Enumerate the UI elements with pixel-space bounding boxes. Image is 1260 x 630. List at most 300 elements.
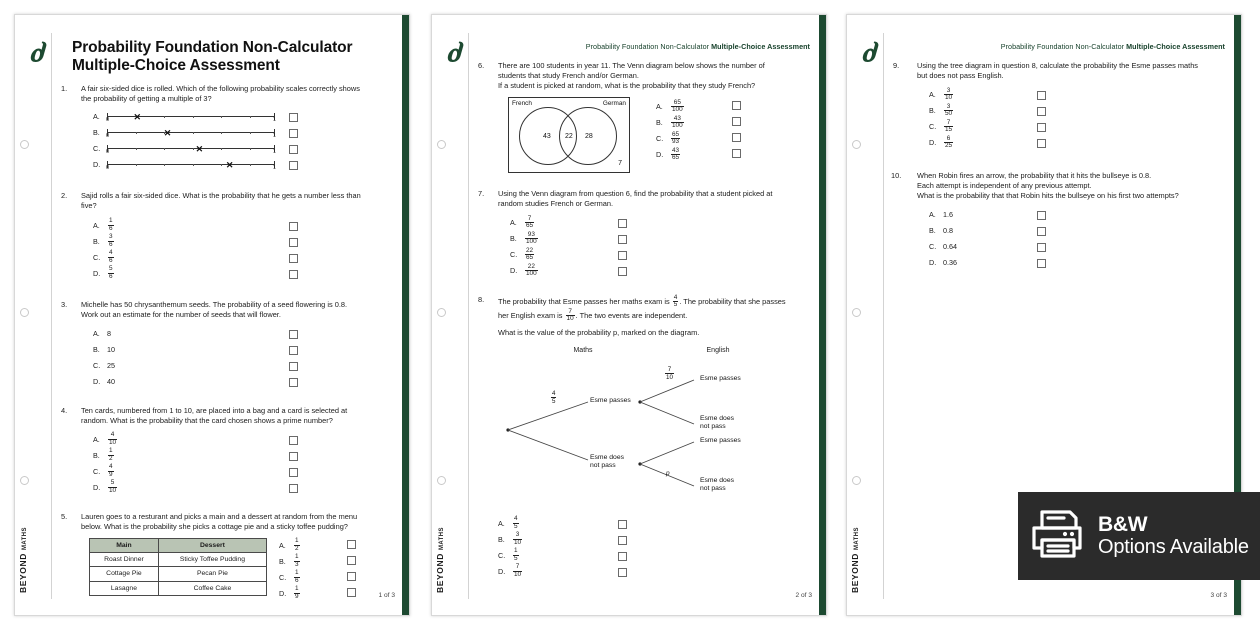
option-fraction: $\frac{1}{2}$ [109, 447, 113, 462]
margin-rule [468, 33, 469, 599]
question-3-line-2: Work out an estimate for the number of seeds that will flower. [81, 309, 281, 319]
page-spine-inner [400, 15, 402, 615]
option-label: C. [929, 242, 937, 252]
page-title-line-2: Multiple-Choice Assessment [72, 57, 280, 75]
question-2-line-2: five? [81, 201, 97, 211]
venn-label-german: German [602, 100, 626, 108]
option-label: D. [279, 588, 287, 598]
probability-scale-a [107, 110, 275, 124]
question-4-line-2: random. What is the probability that the card chosen shows a prime number? [81, 415, 333, 425]
question-3-checkbox-column [289, 330, 299, 394]
table-cell: Lasagne [90, 581, 159, 595]
question-3-option-d[interactable] [81, 374, 399, 390]
scale-max-label: 1 [272, 165, 276, 172]
question-8-checkbox-b[interactable] [618, 536, 627, 545]
question-8-option-d[interactable] [498, 564, 816, 580]
option-fraction: $\frac{5}{6}$ [109, 265, 113, 280]
beyond-b-logo-icon: ძ [447, 39, 463, 68]
option-fraction: $\frac{1}{2}$ [295, 537, 299, 552]
question-4-line-1: Ten cards, numbered from 1 to 10, are placed into a bag and a card is selected at [81, 405, 348, 415]
option-value: 8 [107, 328, 111, 338]
option-fraction: $\frac{7}{10}$ [514, 563, 522, 578]
question-9-checkbox-b[interactable] [1037, 107, 1046, 116]
question-7-checkbox-b[interactable] [618, 235, 627, 244]
venn-count-french-only: 43 [543, 133, 551, 141]
table-header-main: Main [90, 538, 159, 552]
question-3-option-c[interactable] [81, 358, 399, 374]
question-7-checkbox-c[interactable] [618, 251, 627, 260]
question-9-checkbox-a[interactable] [1037, 91, 1046, 100]
question-10-number: 10. [891, 171, 902, 181]
option-value: 0.8 [943, 226, 953, 236]
option-label: C. [93, 466, 101, 476]
option-label: C. [929, 122, 937, 132]
q8-line2-a: her English exam is [498, 310, 565, 320]
bw-badge-text [1098, 514, 1249, 557]
option-label: A. [279, 540, 286, 550]
q8-fraction-maths: $\frac{4}{5}$ [673, 293, 678, 309]
question-2-checkbox-column [289, 222, 299, 286]
option-label: C. [498, 550, 506, 560]
question-9-checkbox-c[interactable] [1037, 123, 1046, 132]
scale-x-marker: ✕ [225, 159, 234, 170]
question-9-line-2: but does not pass English. [917, 71, 1004, 81]
question-3-stem [81, 300, 399, 320]
option-value: 10 [107, 344, 115, 354]
option-fraction: $\frac{7}{15}$ [945, 118, 953, 134]
page-spine [402, 15, 409, 615]
question-6-option-b[interactable] [656, 115, 685, 131]
question-6-checkbox-b[interactable] [732, 117, 741, 126]
table-header-row [90, 538, 267, 552]
question-7 [476, 189, 816, 279]
question-10-checkbox-d[interactable] [1037, 259, 1046, 268]
question-7-checkbox-d[interactable] [618, 267, 627, 276]
option-value: 40 [107, 376, 115, 386]
question-8-checkbox-c[interactable] [618, 552, 627, 561]
question-1 [59, 84, 399, 173]
question-7-options [498, 215, 816, 279]
question-7-option-d[interactable] [498, 263, 816, 279]
question-1-option-c[interactable] [93, 141, 399, 157]
option-fraction: $\frac{22}{100}$ [526, 262, 537, 278]
question-3-checkbox-b[interactable] [289, 346, 298, 355]
question-4-option-a[interactable] [81, 432, 399, 448]
question-3-options [81, 326, 399, 390]
page-1-footer: 1 of 3 [378, 592, 395, 599]
running-head-bold: Multiple-Choice Assessment [1126, 42, 1225, 51]
question-1-line-1: A fair six-sided dice is rolled. Which of the following probability scales correctly shows [81, 84, 360, 94]
page-1[interactable] [14, 14, 410, 616]
q8-line1-b: . The probability that she passes [679, 297, 786, 307]
question-9-option-d[interactable] [917, 135, 1231, 151]
beyond-b-logo-icon: ძ [862, 39, 878, 68]
question-5 [59, 512, 399, 602]
question-7-option-b[interactable] [498, 231, 816, 247]
option-label: C. [656, 134, 664, 144]
option-fraction: $\frac{22}{65}$ [526, 246, 534, 262]
tree-prob-p: p [666, 469, 670, 477]
question-1-checkbox-c[interactable] [289, 145, 298, 154]
tree-header-english: English [706, 347, 730, 354]
tree-node-english-pass-2: Esme passes [700, 436, 741, 444]
table-cell: Cottage Pie [90, 567, 159, 581]
question-7-option-a[interactable] [498, 215, 816, 231]
table-cell: Coffee Cake [158, 581, 266, 595]
binder-hole-icon [437, 476, 446, 485]
question-2-option-a[interactable] [81, 218, 399, 234]
table-cell: Sticky Toffee Pudding [158, 553, 266, 567]
option-label: B. [656, 118, 663, 128]
option-label: B. [93, 450, 100, 460]
question-8-checkbox-a[interactable] [618, 520, 627, 529]
question-8-option-c[interactable] [498, 548, 816, 564]
option-fraction: $\frac{1}{3}$ [295, 553, 299, 568]
option-fraction: $\frac{1}{9}$ [295, 585, 299, 600]
question-2-option-b[interactable] [81, 234, 399, 250]
question-1-option-a[interactable] [93, 109, 399, 125]
scale-x-marker: ✕ [133, 111, 142, 122]
question-6-checkbox-column [732, 101, 742, 165]
question-2-option-d[interactable] [81, 266, 399, 282]
question-4-checkbox-c[interactable] [289, 468, 298, 477]
scale-x-marker: ✕ [195, 143, 204, 154]
question-2-line-1: Sajid rolls a fair six-sided dice. What is the probability that he gets a number less than [81, 191, 361, 201]
option-value: 1.6 [943, 210, 953, 220]
question-8-checkbox-d[interactable] [618, 568, 627, 577]
margin-rule [51, 33, 52, 599]
question-7-number: 7. [478, 189, 485, 199]
tree-column-headers [498, 346, 816, 356]
option-fraction: $\frac{1}{5}$ [514, 547, 518, 562]
option-fraction: $\frac{3}{6}$ [109, 233, 113, 248]
question-1-checkbox-a[interactable] [289, 113, 298, 122]
question-4-checkbox-d[interactable] [289, 484, 298, 493]
question-4-option-b[interactable] [81, 448, 399, 464]
venn-count-german-only: 28 [585, 133, 593, 141]
question-6-checkbox-c[interactable] [732, 133, 741, 142]
option-label: C. [93, 252, 101, 262]
question-7-option-c[interactable] [498, 247, 816, 263]
question-3-checkbox-d[interactable] [289, 378, 298, 387]
question-2-stem [81, 191, 399, 211]
option-fraction: $\frac{5}{10}$ [109, 479, 117, 494]
question-2-options [81, 218, 399, 282]
question-9-stem [917, 61, 1231, 81]
question-1-checkbox-column [289, 113, 299, 177]
option-label: D. [93, 160, 101, 170]
q8-line2-b: . The two events are independent. [575, 310, 688, 320]
question-1-stem [81, 84, 399, 104]
question-8-stem [498, 295, 816, 338]
scale-min-label: 0 [106, 165, 110, 172]
tree-branches [498, 358, 827, 518]
option-fraction: $\frac{65}{100}$ [672, 98, 683, 114]
brand-vertical [435, 527, 445, 593]
page-3-footer: 3 of 3 [1210, 592, 1227, 599]
scale-max-label: 1 [272, 133, 276, 140]
running-head-prefix: Probability Foundation Non-Calculator [585, 42, 712, 51]
probability-scale-c [107, 142, 275, 156]
option-label: A. [656, 102, 663, 112]
question-5-number: 5. [61, 511, 68, 521]
tree-node-english-pass-1: Esme passes [700, 374, 741, 382]
question-7-checkbox-a[interactable] [618, 219, 627, 228]
option-label: B. [93, 128, 100, 138]
option-label: D. [929, 138, 937, 148]
option-fraction: $\frac{4}{6}$ [109, 249, 113, 264]
question-1-option-b[interactable] [93, 125, 399, 141]
brand-vertical [850, 527, 860, 593]
question-9-options [917, 87, 1231, 151]
option-label: B. [93, 236, 100, 246]
venn-count-outside: 7 [618, 159, 622, 167]
question-8-line-1 [498, 295, 816, 309]
page-2[interactable] [431, 14, 827, 616]
question-7-checkbox-column [618, 219, 628, 283]
question-6-line-3: If a student is picked at random, what is the probability that they study French? [498, 81, 756, 91]
running-head-bold: Multiple-Choice Assessment [711, 42, 810, 51]
question-1-option-d[interactable] [93, 157, 399, 173]
question-10-line-3: What is the probability that that Robin hits the bullseye on his first two attempts? [917, 191, 1179, 201]
option-label: C. [510, 250, 518, 260]
table-cell: Roast Dinner [90, 553, 159, 567]
question-1-options [81, 109, 399, 173]
option-label: A. [498, 518, 505, 528]
question-10-option-c[interactable] [917, 239, 1231, 255]
venn-diagram [508, 97, 630, 173]
question-8-line-2 [498, 309, 816, 323]
question-6-checkbox-a[interactable] [732, 101, 741, 110]
option-fraction: $\frac{7}{65}$ [526, 214, 534, 230]
option-label: D. [93, 376, 101, 386]
question-10-options [917, 207, 1231, 271]
question-6-option-c[interactable] [656, 131, 685, 147]
question-6-line-2: students that study French and/or German. [498, 71, 639, 81]
option-fraction: $\frac{3}{10}$ [514, 531, 522, 546]
option-label: A. [929, 90, 936, 100]
table-row [90, 553, 267, 567]
page-2-content [476, 35, 816, 601]
question-2-checkbox-c[interactable] [289, 254, 298, 263]
option-label: B. [929, 226, 936, 236]
question-2-checkbox-d[interactable] [289, 270, 298, 279]
beyond-b-logo-icon: ძ [30, 39, 46, 68]
question-5-option-d[interactable] [279, 586, 301, 602]
question-6 [476, 61, 816, 173]
question-6-checkbox-d[interactable] [732, 149, 741, 158]
question-8 [476, 295, 816, 579]
option-label: B. [93, 344, 100, 354]
question-10-stem [917, 171, 1231, 201]
binder-hole-icon [20, 308, 29, 317]
question-6-options [656, 97, 685, 163]
tree-node-english-notpass-2: Esme does not pass [700, 476, 735, 492]
running-head [891, 42, 1225, 51]
brand-name: BEYOND [850, 553, 860, 593]
question-10-checkbox-b[interactable] [1037, 227, 1046, 236]
question-9-option-a[interactable] [917, 87, 1231, 103]
question-5-options [279, 538, 301, 602]
probability-scale-b [107, 126, 275, 140]
scale-min-label: 0 [106, 133, 110, 140]
question-10-option-b[interactable] [917, 223, 1231, 239]
question-8-option-b[interactable] [498, 532, 816, 548]
binder-hole-icon [852, 476, 861, 485]
question-5-checkbox-column [347, 540, 357, 604]
question-9 [891, 61, 1231, 151]
question-2-number: 2. [61, 191, 68, 201]
option-fraction: $\frac{93}{100}$ [526, 230, 537, 246]
question-1-line-2: the probability of getting a multiple of 3? [81, 94, 212, 104]
option-label: D. [929, 258, 937, 268]
scale-x-marker: ✕ [163, 127, 172, 138]
question-3-option-b[interactable] [81, 342, 399, 358]
question-5-checkbox-d[interactable] [347, 588, 356, 597]
option-label: D. [93, 482, 101, 492]
scale-max-label: 1 [272, 149, 276, 156]
question-9-checkbox-d[interactable] [1037, 139, 1046, 148]
q8-fraction-english: $\frac{7}{10}$ [566, 307, 574, 323]
venn-label-french: French [512, 100, 532, 108]
option-label: D. [656, 150, 664, 160]
question-10-option-a[interactable] [917, 207, 1231, 223]
question-6-option-d[interactable] [656, 147, 685, 163]
question-10-checkbox-column [1037, 211, 1047, 275]
question-3-checkbox-a[interactable] [289, 330, 298, 339]
question-7-stem [498, 189, 816, 209]
question-8-option-a[interactable] [498, 516, 816, 532]
question-9-checkbox-column [1037, 91, 1047, 155]
binder-holes [847, 15, 867, 615]
question-5-option-c[interactable] [279, 570, 301, 586]
question-2-option-c[interactable] [81, 250, 399, 266]
margin-rule [883, 33, 884, 599]
option-label: A. [93, 328, 100, 338]
scale-min-label: 0 [106, 117, 110, 124]
brand-sub: MATHS [439, 527, 445, 551]
question-4-checkbox-a[interactable] [289, 436, 298, 445]
question-9-option-c[interactable] [917, 119, 1231, 135]
question-4-option-c[interactable] [81, 464, 399, 480]
brand-sub: MATHS [22, 527, 28, 551]
table-header-dessert: Dessert [158, 538, 266, 552]
question-5-checkbox-b[interactable] [347, 556, 356, 565]
page-spine-inner [817, 15, 819, 615]
question-2-checkbox-a[interactable] [289, 222, 298, 231]
question-10-option-d[interactable] [917, 255, 1231, 271]
option-value: 0.36 [943, 258, 957, 268]
question-10-line-1: When Robin fires an arrow, the probability that it hits the bullseye is 0.8. [917, 171, 1152, 181]
question-4-option-d[interactable] [81, 480, 399, 496]
option-value: 0.64 [943, 242, 957, 252]
question-9-option-b[interactable] [917, 103, 1231, 119]
brand-name: BEYOND [18, 553, 28, 593]
option-label: A. [93, 112, 100, 122]
table-cell: Pecan Pie [158, 567, 266, 581]
binder-hole-icon [20, 140, 29, 149]
tree-node-maths-notpass: Esme does not pass [590, 453, 625, 469]
option-fraction: $\frac{1}{6}$ [109, 217, 113, 232]
page-title [72, 39, 399, 75]
question-4-checkbox-column [289, 436, 299, 500]
question-2-checkbox-b[interactable] [289, 238, 298, 247]
question-10 [891, 171, 1231, 271]
question-4-checkbox-b[interactable] [289, 452, 298, 461]
question-4-number: 4. [61, 405, 68, 415]
question-5-checkbox-c[interactable] [347, 572, 356, 581]
option-label: A. [93, 434, 100, 444]
question-2 [59, 191, 399, 281]
question-1-checkbox-d[interactable] [289, 161, 298, 170]
option-label: C. [279, 572, 287, 582]
question-5-option-b[interactable] [279, 554, 301, 570]
option-fraction: $\frac{4}{5}$ [514, 515, 518, 530]
page-spine [819, 15, 826, 615]
tree-prob-maths-pass: $\frac{4}{5}$ [552, 389, 556, 405]
question-4-stem [81, 406, 399, 426]
question-5-checkbox-a[interactable] [347, 540, 356, 549]
brand-vertical [18, 527, 28, 593]
question-9-line-1: Using the tree diagram in question 8, calculate the probability the Esme passes maths [917, 61, 1198, 70]
question-3-checkbox-c[interactable] [289, 362, 298, 371]
question-5-body [81, 538, 399, 602]
question-3-line-1: Michelle has 50 chrysanthemum seeds. The probability of a seed flowering is 0.8. [81, 299, 348, 309]
question-1-checkbox-b[interactable] [289, 129, 298, 138]
question-8-line-3: What is the value of the probability p, marked on the diagram. [498, 327, 700, 337]
option-fraction: $\frac{1}{6}$ [295, 569, 299, 584]
binder-hole-icon [852, 140, 861, 149]
binder-holes [15, 15, 35, 615]
option-fraction: $\frac{3}{50}$ [945, 102, 953, 118]
question-7-line-1: Using the Venn diagram from question 6, find the probability that a student picked at [498, 189, 773, 199]
page-2-footer: 2 of 3 [795, 592, 812, 599]
binder-hole-icon [437, 308, 446, 317]
scale-max-label: 1 [272, 117, 276, 124]
table-row [90, 567, 267, 581]
question-5-line-1: Lauren goes to a resturant and picks a main and a dessert at random from the menu [81, 511, 358, 521]
question-6-line-1: There are 100 students in year 11. The Venn diagram below shows the number of [498, 61, 765, 70]
question-10-checkbox-c[interactable] [1037, 243, 1046, 252]
question-3-number: 3. [61, 299, 68, 309]
scale-min-label: 0 [106, 149, 110, 156]
question-5-option-a[interactable] [279, 538, 301, 554]
question-6-option-a[interactable] [656, 99, 685, 115]
question-3-option-a[interactable] [81, 326, 399, 342]
running-head [476, 42, 810, 51]
option-label: D. [498, 566, 506, 576]
option-label: D. [93, 268, 101, 278]
tree-node-english-notpass-1: Esme does not pass [700, 414, 735, 430]
question-1-number: 1. [61, 84, 68, 94]
question-4 [59, 406, 399, 496]
brand-name: BEYOND [435, 553, 445, 593]
question-10-checkbox-a[interactable] [1037, 211, 1046, 220]
option-label: A. [510, 218, 517, 228]
binder-hole-icon [437, 140, 446, 149]
question-6-body [498, 97, 816, 173]
option-value: 25 [107, 360, 115, 370]
probability-scale-d [107, 158, 275, 172]
question-9-number: 9. [893, 61, 900, 70]
question-6-number: 6. [478, 61, 485, 70]
tree-header-maths: Maths [573, 347, 593, 354]
binder-holes [432, 15, 452, 615]
question-3 [59, 300, 399, 390]
option-label: C. [93, 360, 101, 370]
running-head-prefix: Probability Foundation Non-Calculator [1000, 42, 1127, 51]
question-8-options [498, 516, 816, 580]
